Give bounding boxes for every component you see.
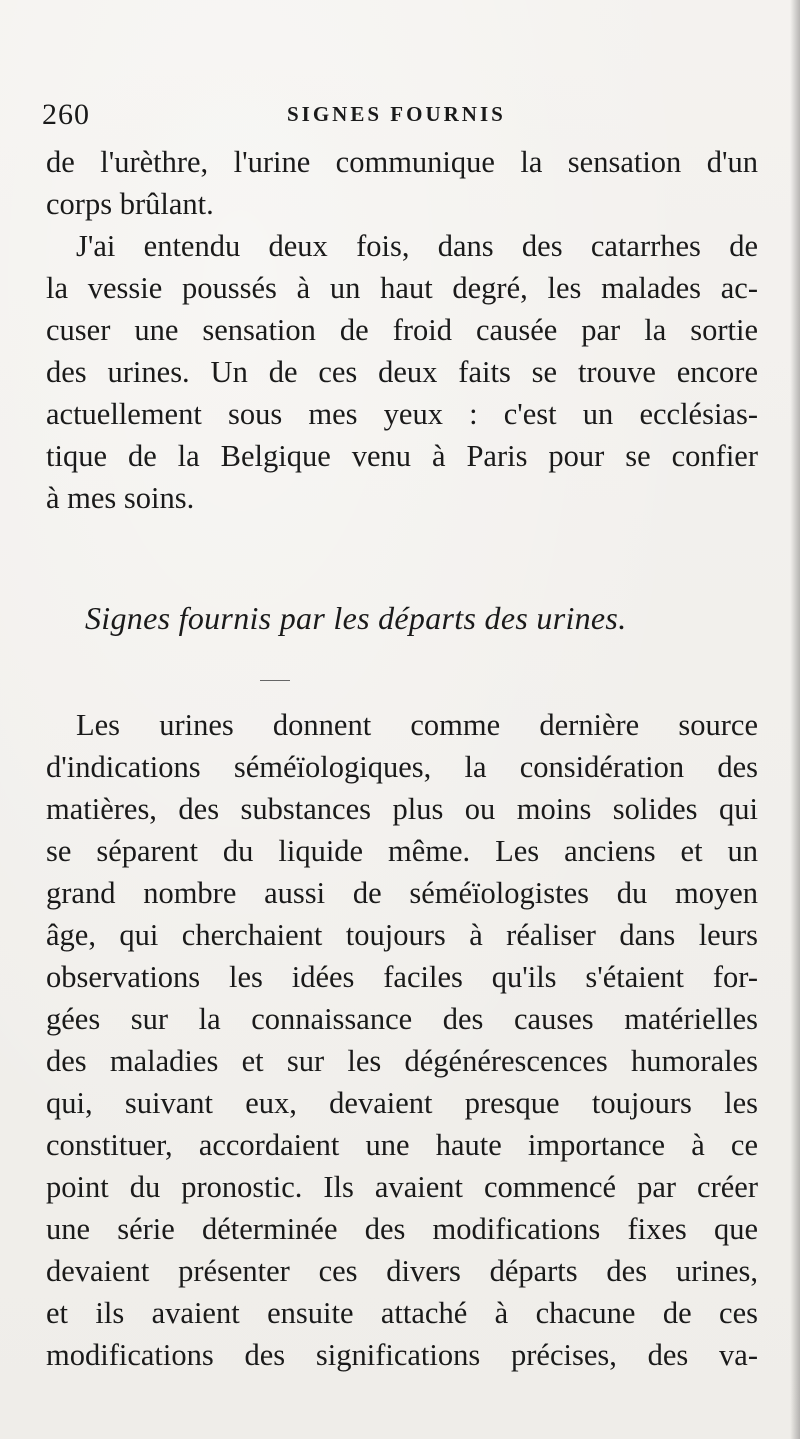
text-line: tique de la Belgique venu à Paris pour se confier: [46, 439, 758, 473]
section-rule: [260, 680, 290, 681]
text-line: de l'urèthre, l'urine communique la sensation d'un: [46, 145, 758, 179]
text-line: corps brûlant.: [46, 187, 214, 221]
text-line: devaient présenter ces divers départs des urines,: [46, 1254, 758, 1288]
text-line: modifications des significations précises, des va-: [46, 1338, 758, 1372]
text-line: d'indications séméïologiques, la considération des: [46, 750, 758, 784]
text-line: actuellement sous mes yeux : c'est un ecclésias-: [46, 397, 758, 431]
text-line: des maladies et sur les dégénérescences humorales: [46, 1044, 758, 1078]
text-line: une série déterminée des modifications fixes que: [46, 1212, 758, 1246]
running-head: SIGNES FOURNIS: [287, 102, 506, 126]
text-line: âge, qui cherchaient toujours à réaliser dans leurs: [46, 918, 758, 952]
text-line: se séparent du liquide même. Les anciens et un: [46, 834, 758, 868]
text-line: point du pronostic. Ils avaient commencé par créer: [46, 1170, 758, 1204]
page-header: [42, 98, 742, 134]
text-line: à mes soins.: [46, 481, 195, 515]
text-line: Les urines donnent comme dernière source: [76, 708, 758, 742]
text-line: J'ai entendu deux fois, dans des catarrhes de: [76, 229, 758, 263]
page-edge-shadow: [790, 0, 800, 1439]
text-line: grand nombre aussi de séméïologistes du moyen: [46, 876, 758, 910]
text-line: gées sur la connaissance des causes matérielles: [46, 1002, 758, 1036]
text-line: qui, suivant eux, devaient presque toujours les: [46, 1086, 758, 1120]
text-line: cuser une sensation de froid causée par la sortie: [46, 313, 758, 347]
text-line: constituer, accordaient une haute importance à ce: [46, 1128, 758, 1162]
text-line: et ils avaient ensuite attaché à chacune de ces: [46, 1296, 758, 1330]
text-line: la vessie poussés à un haut degré, les malades ac-: [46, 271, 758, 305]
section-heading: Signes fournis par les départs des urines.: [85, 600, 627, 636]
page-number: 260: [42, 98, 90, 131]
text-block-top: [46, 141, 758, 519]
text-line: des urines. Un de ces deux faits se trouve encore: [46, 355, 758, 389]
text-line: observations les idées faciles qu'ils s'étaient for-: [46, 960, 758, 994]
text-line: matières, des substances plus ou moins solides qui: [46, 792, 758, 826]
text-block-bottom: [46, 704, 758, 1376]
